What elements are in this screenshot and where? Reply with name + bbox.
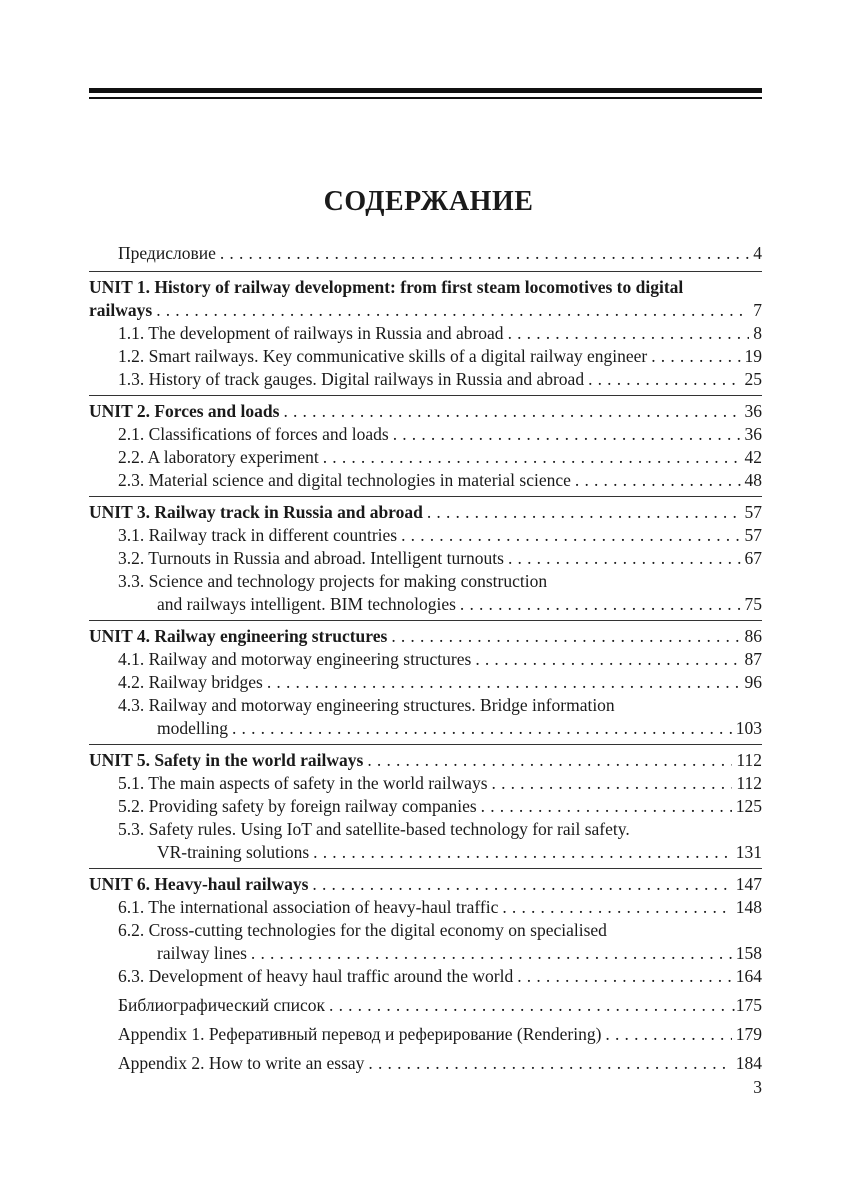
top-rule-thin bbox=[89, 97, 762, 99]
table-of-contents bbox=[89, 242, 762, 1075]
toc-section-3-2[interactable] bbox=[89, 547, 762, 570]
toc-section-1-1[interactable] bbox=[89, 322, 762, 345]
toc-page-number: 36 bbox=[744, 401, 762, 421]
toc-section-1-2[interactable] bbox=[89, 345, 762, 368]
unit-title: UNIT 5. Safety in the world railways bbox=[89, 750, 364, 770]
toc-section-4-1[interactable] bbox=[89, 648, 762, 671]
toc-entry-label: 3.2. Turnouts in Russia and abroad. Intelligent turnouts bbox=[118, 548, 504, 568]
leader-dots bbox=[283, 400, 740, 423]
leader-dots bbox=[460, 593, 741, 616]
toc-page-number: 86 bbox=[744, 626, 762, 646]
toc-entry-appendix-2[interactable] bbox=[89, 1052, 762, 1075]
top-rule-thick bbox=[89, 88, 762, 93]
toc-entry-label: 1.1. The development of railways in Russia and abroad bbox=[118, 323, 504, 343]
leader-dots bbox=[651, 345, 740, 368]
toc-unit-2[interactable] bbox=[89, 400, 762, 423]
toc-page-number: 148 bbox=[735, 897, 762, 917]
toc-entry-label: 5.3. Safety rules. Using IoT and satellite-based technology for rail safety. bbox=[118, 819, 630, 839]
toc-page-number: 57 bbox=[744, 502, 762, 522]
toc-section-6-2[interactable] bbox=[89, 919, 762, 965]
toc-page-number: 67 bbox=[744, 548, 762, 568]
toc-page-number: 164 bbox=[735, 966, 762, 986]
unit-3-block bbox=[89, 496, 762, 616]
leader-dots bbox=[605, 1023, 731, 1046]
leader-dots bbox=[232, 717, 732, 740]
leader-dots bbox=[427, 501, 741, 524]
toc-page-number: 48 bbox=[744, 470, 762, 490]
toc-entry-label: 5.2. Providing safety by foreign railway companies bbox=[118, 796, 477, 816]
toc-entry-label: 4.1. Railway and motorway engineering structures bbox=[118, 649, 472, 669]
leader-dots bbox=[312, 873, 731, 896]
unit-title: UNIT 3. Railway track in Russia and abroad bbox=[89, 502, 423, 522]
leader-dots bbox=[393, 423, 741, 446]
toc-page-number: 25 bbox=[744, 369, 762, 389]
toc-page-number: 131 bbox=[735, 842, 762, 862]
leader-dots bbox=[391, 625, 740, 648]
toc-entry-label: 2.1. Classifications of forces and loads bbox=[118, 424, 389, 444]
leader-dots bbox=[368, 1052, 731, 1075]
toc-entry-label-cont: VR-training solutions bbox=[157, 842, 310, 862]
toc-page-number: 103 bbox=[735, 718, 762, 738]
toc-unit-1[interactable] bbox=[89, 276, 762, 322]
toc-entry-label: Appendix 2. How to write an essay bbox=[118, 1053, 365, 1073]
unit-2-block bbox=[89, 395, 762, 492]
toc-page-number: 36 bbox=[744, 424, 762, 444]
toc-unit-3[interactable] bbox=[89, 501, 762, 524]
leader-dots bbox=[575, 469, 741, 492]
toc-unit-4[interactable] bbox=[89, 625, 762, 648]
toc-entry-label: Appendix 1. Реферативный перевод и реферирование (Rendering) bbox=[118, 1024, 602, 1044]
unit-4-block bbox=[89, 620, 762, 740]
toc-page-number: 57 bbox=[744, 525, 762, 545]
toc-entry-bibliography[interactable] bbox=[89, 994, 762, 1017]
toc-entry-label: 2.2. A laboratory experiment bbox=[118, 447, 319, 467]
leader-dots bbox=[481, 795, 732, 818]
leader-dots bbox=[329, 994, 731, 1017]
leader-dots bbox=[251, 942, 732, 965]
toc-entry-label: 3.1. Railway track in different countries bbox=[118, 525, 398, 545]
leader-dots bbox=[492, 772, 733, 795]
toc-entry-label: 6.2. Cross-cutting technologies for the digital economy on specialised bbox=[118, 920, 607, 940]
toc-section-6-1[interactable] bbox=[89, 896, 762, 919]
toc-page-number: 158 bbox=[735, 943, 762, 963]
leader-dots bbox=[401, 524, 740, 547]
toc-entry-label: 6.3. Development of heavy haul traffic around the world bbox=[118, 966, 514, 986]
unit-6-block bbox=[89, 868, 762, 988]
leader-dots bbox=[267, 671, 741, 694]
toc-entry-appendix-1[interactable] bbox=[89, 1023, 762, 1046]
toc-page-number: 42 bbox=[744, 447, 762, 467]
unit-1-block bbox=[89, 271, 762, 391]
toc-page-number: 125 bbox=[735, 796, 762, 816]
unit-title: UNIT 4. Railway engineering structures bbox=[89, 626, 388, 646]
toc-section-3-3[interactable] bbox=[89, 570, 762, 616]
toc-section-2-1[interactable] bbox=[89, 423, 762, 446]
toc-entry-label-cont: modelling bbox=[157, 718, 228, 738]
toc-entry-label: 6.1. The international association of heavy-haul traffic bbox=[118, 897, 499, 917]
toc-section-4-3[interactable] bbox=[89, 694, 762, 740]
toc-page-number: 75 bbox=[744, 594, 762, 614]
toc-entry-label: 4.2. Railway bridges bbox=[118, 672, 263, 692]
leader-dots bbox=[475, 648, 740, 671]
toc-page-number: 19 bbox=[744, 346, 762, 366]
toc-page-number: 96 bbox=[744, 672, 762, 692]
toc-section-2-2[interactable] bbox=[89, 446, 762, 469]
toc-section-1-3[interactable] bbox=[89, 368, 762, 391]
leader-dots bbox=[588, 368, 740, 391]
toc-page-number: 179 bbox=[735, 1024, 762, 1044]
leader-dots bbox=[508, 547, 741, 570]
toc-page-number: 4 bbox=[753, 243, 762, 263]
toc-page-number: 112 bbox=[736, 773, 762, 793]
toc-entry-label: 2.3. Material science and digital technologies in material science bbox=[118, 470, 571, 490]
toc-page-number: 8 bbox=[753, 323, 762, 343]
leader-dots bbox=[323, 446, 741, 469]
page-title: СОДЕРЖАНИЕ bbox=[323, 186, 534, 217]
toc-page-number: .175 bbox=[731, 995, 762, 1015]
leader-dots bbox=[508, 322, 750, 345]
toc-section-2-3[interactable] bbox=[89, 469, 762, 492]
leader-dots bbox=[502, 896, 731, 919]
toc-entry-preface[interactable] bbox=[89, 242, 762, 265]
page-number: 3 bbox=[753, 1077, 762, 1097]
toc-page-number: 7 bbox=[753, 300, 762, 320]
toc-section-3-1[interactable] bbox=[89, 524, 762, 547]
leader-dots bbox=[156, 299, 749, 322]
leader-dots bbox=[220, 242, 749, 265]
leader-dots bbox=[313, 841, 732, 864]
leader-dots bbox=[367, 749, 732, 772]
toc-page-number: 147 bbox=[735, 874, 762, 894]
toc-entry-label: Библиографический список bbox=[118, 995, 326, 1015]
toc-unit-6[interactable] bbox=[89, 873, 762, 896]
toc-section-5-2[interactable] bbox=[89, 795, 762, 818]
toc-entry-label: 3.3. Science and technology projects for making construction bbox=[118, 571, 548, 591]
toc-section-4-2[interactable] bbox=[89, 671, 762, 694]
toc-section-5-3[interactable] bbox=[89, 818, 762, 864]
unit-title-line1: UNIT 1. History of railway development: from first steam locomotives to digital bbox=[89, 277, 684, 297]
toc-unit-5[interactable] bbox=[89, 749, 762, 772]
toc-section-6-3[interactable] bbox=[89, 965, 762, 988]
unit-title: UNIT 2. Forces and loads bbox=[89, 401, 280, 421]
toc-entry-label: Предисловие bbox=[118, 243, 216, 263]
toc-page-number: 112 bbox=[736, 750, 762, 770]
toc-entry-label-cont: and railways intelligent. BIM technologies bbox=[157, 594, 456, 614]
unit-title: UNIT 6. Heavy-haul railways bbox=[89, 874, 309, 894]
toc-page-number: 184 bbox=[735, 1053, 762, 1073]
unit-title-line2: railways bbox=[89, 300, 153, 320]
toc-page-number: 87 bbox=[744, 649, 762, 669]
leader-dots bbox=[517, 965, 732, 988]
toc-entry-label: 5.1. The main aspects of safety in the world railways bbox=[118, 773, 488, 793]
toc-entry-label: 1.3. History of track gauges. Digital railways in Russia and abroad bbox=[118, 369, 585, 389]
toc-section-5-1[interactable] bbox=[89, 772, 762, 795]
toc-entry-label: 4.3. Railway and motorway engineering structures. Bridge information bbox=[118, 695, 615, 715]
unit-5-block bbox=[89, 744, 762, 864]
toc-entry-label-cont: railway lines bbox=[157, 943, 247, 963]
toc-entry-label: 1.2. Smart railways. Key communicative skills of a digital railway engineer bbox=[118, 346, 648, 366]
